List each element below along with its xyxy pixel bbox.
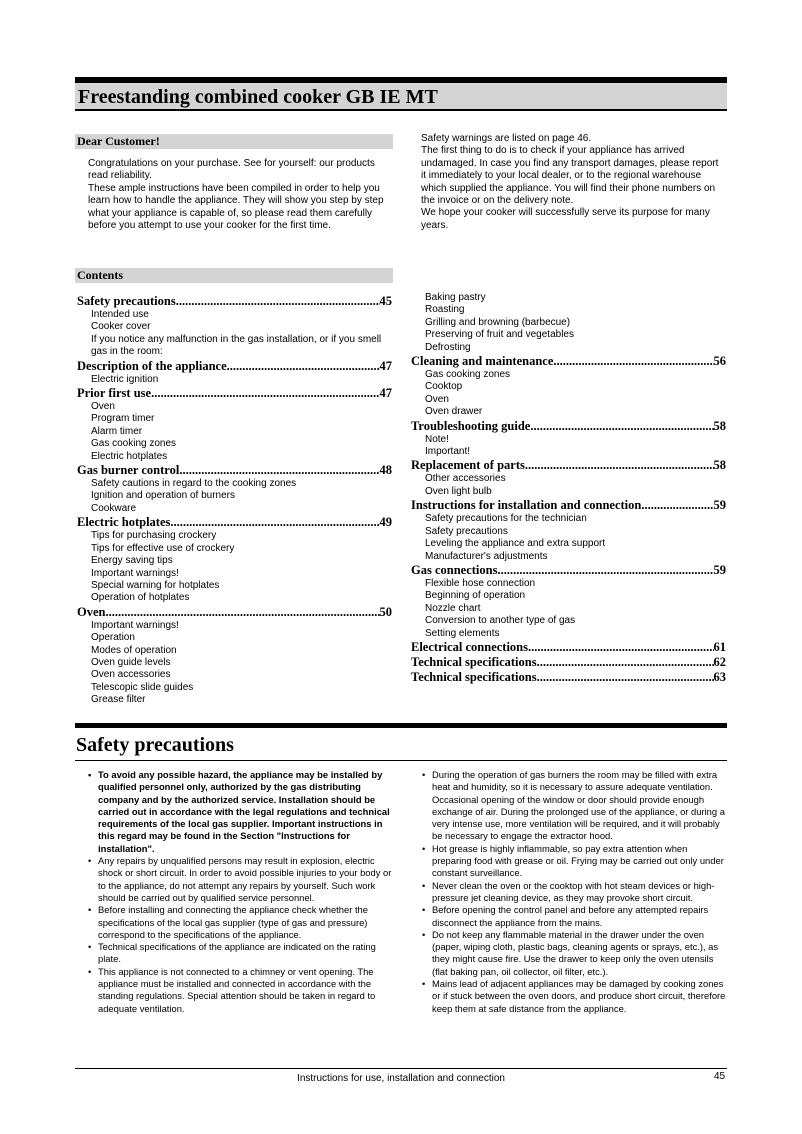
dear-customer-right-text [421, 133, 721, 232]
toc-subentry: Grease filter [91, 694, 146, 706]
toc-entry-page: 61 [713, 639, 726, 654]
toc-leader-dots [151, 386, 379, 401]
dear-customer-paragraph: Safety warnings are listed on page 46. [421, 133, 592, 144]
toc-subentry: Modes of operation [91, 644, 177, 656]
toc-entry[interactable] [77, 294, 392, 309]
toc-entry[interactable] [77, 386, 392, 401]
toc-entry-page: 63 [713, 669, 726, 684]
toc-subentry: Cooker cover [91, 321, 151, 333]
toc-subentry: Preserving of fruit and vegetables [425, 329, 574, 341]
title-bar [75, 83, 727, 111]
safety-bullet: • Before installing and connecting the appliance check whether the specifications of the local gas supplier (type of gas and pressure) correspond to the specifications of the appliance. [86, 904, 392, 941]
toc-entry-title: Electric hotplates [77, 515, 171, 530]
toc-subentry: Oven accessories [91, 669, 171, 681]
toc-entry[interactable] [411, 640, 726, 655]
toc-entry-title: Technical specifications [411, 654, 537, 669]
toc-leader-dots [105, 605, 379, 620]
toc-subentry: Leveling the appliance and extra support [425, 538, 606, 550]
safety-bullet: • To avoid any possible hazard, the appliance may be installed by qualified personnel only, authorized by the gas distributing company and by the authorized service. Installation should be carried out in accordance with the legal regulations and technical requirements of the local gas supplier. Important instructions in this regard may be found in the Section "Instructions for installation". [86, 769, 392, 855]
toc-subentry: Nozzle chart [425, 602, 481, 614]
safety-bullet: • Hot grease is highly inflammable, so pay extra attention when preparing food with grease or oil. Frying may be carried out only under constant surveillance. [420, 843, 726, 880]
toc-entry-page: 48 [379, 463, 392, 478]
toc-entry[interactable] [411, 458, 726, 473]
toc-right-entries [411, 354, 726, 685]
toc-subentry: Oven [91, 401, 115, 413]
toc-entry-page: 58 [713, 418, 726, 433]
toc-entry-page: 59 [713, 498, 726, 513]
toc-entry-page: 47 [379, 386, 392, 401]
toc-subentry: Special warning for hotplates [91, 579, 220, 591]
toc-subentry: Oven guide levels [91, 656, 171, 668]
toc-leader-dots [530, 419, 713, 434]
toc-entry-page: 56 [713, 354, 726, 369]
safety-bullet: • This appliance is not connected to a chimney or vent opening. The appliance must be installed and connected in accordance with the standing regulations. Special attention should be taken in regard to adequate ventilation. [86, 966, 392, 1015]
toc-leader-dots [525, 458, 714, 473]
toc-subentry: If you notice any malfunction in the gas installation, or if you smell gas in the room: [91, 333, 382, 358]
toc-leader-dots [641, 498, 713, 513]
toc-subentry: Electric hotplates [91, 450, 168, 462]
toc-leader-dots [170, 515, 379, 530]
toc-subentry: Note! [425, 433, 449, 445]
dear-customer-paragraph: These ample instructions have been compiled in order to help you learn how to handle the appliance. They will show you step by step what your appliance is capable of, so please read them carefully before you attempt to use your cooker for the first time. [88, 182, 384, 232]
toc-entry-title: Oven [77, 604, 106, 619]
toc-entry[interactable] [411, 419, 726, 434]
toc-subentry: Conversion to another type of gas [425, 615, 576, 627]
section-divider [75, 723, 727, 728]
toc-right-column [411, 292, 726, 685]
toc-subentry: Oven drawer [425, 406, 483, 418]
toc-subentry: Tips for purchasing crockery [91, 530, 217, 542]
toc-subentry: Setting elements [425, 627, 500, 639]
toc-leader-dots [179, 463, 379, 478]
toc-leader-dots [176, 294, 380, 309]
toc-subentry: Program timer [91, 413, 155, 425]
toc-entry-title: Description of the appliance [77, 358, 227, 373]
toc-entry[interactable] [411, 354, 726, 369]
safety-bullet: • Mains lead of adjacent appliances may be damaged by cooking zones or if stuck between the oven doors, and produce short circuit, therefore keep them at safe distance from the appliance. [420, 978, 726, 1015]
safety-bullet: • Do not keep any flammable material in the drawer under the oven (paper, wiping cloth, plastic bags, cleaning agents or sprays, etc.), as they might cause fire. Use the drawer to keep only the oven utensils (flat baking pan, oil collector, oil filter, etc.). [420, 929, 726, 978]
safety-heading: Safety precautions [76, 734, 234, 756]
toc-entry-title: Gas connections [411, 562, 498, 577]
toc-entry[interactable] [411, 655, 726, 670]
toc-leader-dots [537, 670, 714, 685]
toc-subentry: Cookware [91, 502, 137, 514]
toc-continued-subentries [411, 292, 726, 354]
toc-subentry: Electric ignition [91, 373, 159, 385]
dear-customer-paragraph: Congratulations on your purchase. See for yourself: our products read reliability. [88, 158, 375, 182]
dear-customer-paragraph: We hope your cooker will successfully serve its purpose for many years. [421, 207, 710, 231]
toc-entry-page: 45 [379, 294, 392, 308]
toc-subentry: Roasting [425, 304, 465, 316]
safety-bullet: • Any repairs by unqualified persons may result in explosion, electric shock or short circuit. In order to avoid possible injuries to your body or to the appliance, do not attempt any repairs by yourself. Such work should be carried out by qualified service personnel. [86, 855, 392, 904]
toc-entry-title: Safety precautions [77, 294, 176, 308]
toc-subentry: Telescopic slide guides [91, 681, 194, 693]
contents-heading: Contents [77, 268, 124, 282]
toc-subentry: Important warnings! [91, 619, 179, 631]
dear-customer-paragraph: The first thing to do is to check if your appliance has arrived undamaged. In case you find any transport damages, please report it immediately to your local dealer, or to the regional warehouse which supplied the appliance. You will find their phone numbers on the invoice or on the delivery note. [421, 145, 719, 207]
toc-entry[interactable] [411, 498, 726, 513]
toc-entry-page: 58 [713, 458, 726, 473]
toc-subentry: Other accessories [425, 473, 506, 485]
toc-subentry: Intended use [91, 309, 149, 320]
footer-text: Instructions for use, installation and connection [297, 1073, 505, 1084]
toc-subentry: Defrosting [425, 341, 471, 353]
footer-rule [75, 1068, 727, 1069]
toc-entry[interactable] [77, 359, 392, 374]
toc-leader-dots [227, 359, 380, 374]
toc-subentry: Operation [91, 632, 135, 644]
toc-subentry: Grilling and browning (barbecue) [425, 316, 571, 328]
toc-entry-title: Gas burner control [77, 463, 180, 478]
toc-subentry: Cooktop [425, 381, 463, 393]
toc-entry-title: Replacement of parts [411, 458, 525, 473]
toc-subentry: Oven light bulb [425, 485, 492, 497]
toc-subentry: Baking pastry [425, 292, 486, 303]
toc-entry-title: Electrical connections [411, 639, 528, 654]
toc-leader-dots [497, 563, 713, 578]
toc-leader-dots [528, 640, 714, 655]
toc-subentry: Safety cautions in regard to the cooking zones [91, 478, 297, 490]
toc-entry-title: Troubleshooting guide [411, 418, 531, 433]
toc-leader-dots [553, 354, 713, 369]
toc-left-column [77, 294, 392, 707]
safety-bullet: • During the operation of gas burners the room may be filled with extra heat and humidity, so it is necessary to assure adequate ventilation. Occasional opening of the window or door should provide enough exchange of air. During the prolonged use of the appliance, or during a very intense use, more ventilation will be required, and it will probably be necessary to engage the extractor hood. [420, 769, 726, 843]
toc-entry-title: Instructions for installation and connection [411, 498, 642, 513]
toc-subentry: Tips for effective use of crockery [91, 542, 235, 554]
toc-entry-title: Prior first use [77, 386, 152, 401]
safety-heading-rule [75, 760, 727, 761]
toc-entry-page: 59 [713, 562, 726, 577]
toc-subentry: Gas cooking zones [425, 369, 511, 381]
toc-subentry: Safety precautions for the technician [425, 513, 587, 525]
toc-entry-page: 62 [713, 654, 726, 669]
toc-entry[interactable] [411, 563, 726, 578]
toc-subentry: Flexible hose connection [425, 577, 536, 589]
contents-heading-bar [75, 268, 393, 283]
page-title: Freestanding combined cooker GB IE MT [78, 86, 438, 108]
dear-customer-heading-bar [75, 134, 393, 149]
toc-subentry: Ignition and operation of burners [91, 490, 235, 502]
toc-subentry: Energy saving tips [91, 555, 173, 567]
toc-entry[interactable] [77, 515, 392, 530]
page-number: 45 [714, 1071, 726, 1082]
toc-subentry: Safety precautions [425, 525, 508, 537]
toc-entry[interactable] [77, 605, 392, 620]
toc-subentry: Important! [425, 446, 471, 458]
toc-subentry: Oven [425, 393, 449, 405]
safety-bullet: • Never clean the oven or the cooktop with hot steam devices or high-pressure jet cleaning device, as they may provoke short circuit. [420, 880, 726, 905]
dear-customer-left-text [88, 158, 390, 232]
toc-entry-page: 47 [379, 358, 392, 373]
safety-left-list [86, 769, 392, 1015]
safety-bullet: • Before opening the control panel and before any attempted repairs disconnect the appliance from the mains. [420, 904, 726, 929]
toc-entry[interactable] [77, 463, 392, 478]
toc-subentry: Beginning of operation [425, 590, 526, 602]
toc-entry[interactable] [411, 670, 726, 685]
toc-subentry: Alarm timer [91, 425, 143, 437]
dear-customer-heading: Dear Customer! [77, 134, 160, 148]
toc-subentry: Important warnings! [91, 567, 179, 579]
toc-subentry: Manufacturer's adjustments [425, 550, 548, 562]
toc-entry-title: Cleaning and maintenance [411, 354, 554, 369]
toc-subentry: Operation of hotplates [91, 592, 190, 604]
toc-entry-title: Technical specifications [411, 669, 537, 684]
toc-entry-page: 50 [379, 604, 392, 619]
toc-subentry: Gas cooking zones [91, 438, 177, 450]
safety-right-list [420, 769, 726, 1015]
toc-entry-page: 49 [379, 515, 392, 530]
safety-bullet: • Technical specifications of the appliance are indicated on the rating plate. [86, 941, 392, 966]
toc-leader-dots [537, 655, 714, 670]
